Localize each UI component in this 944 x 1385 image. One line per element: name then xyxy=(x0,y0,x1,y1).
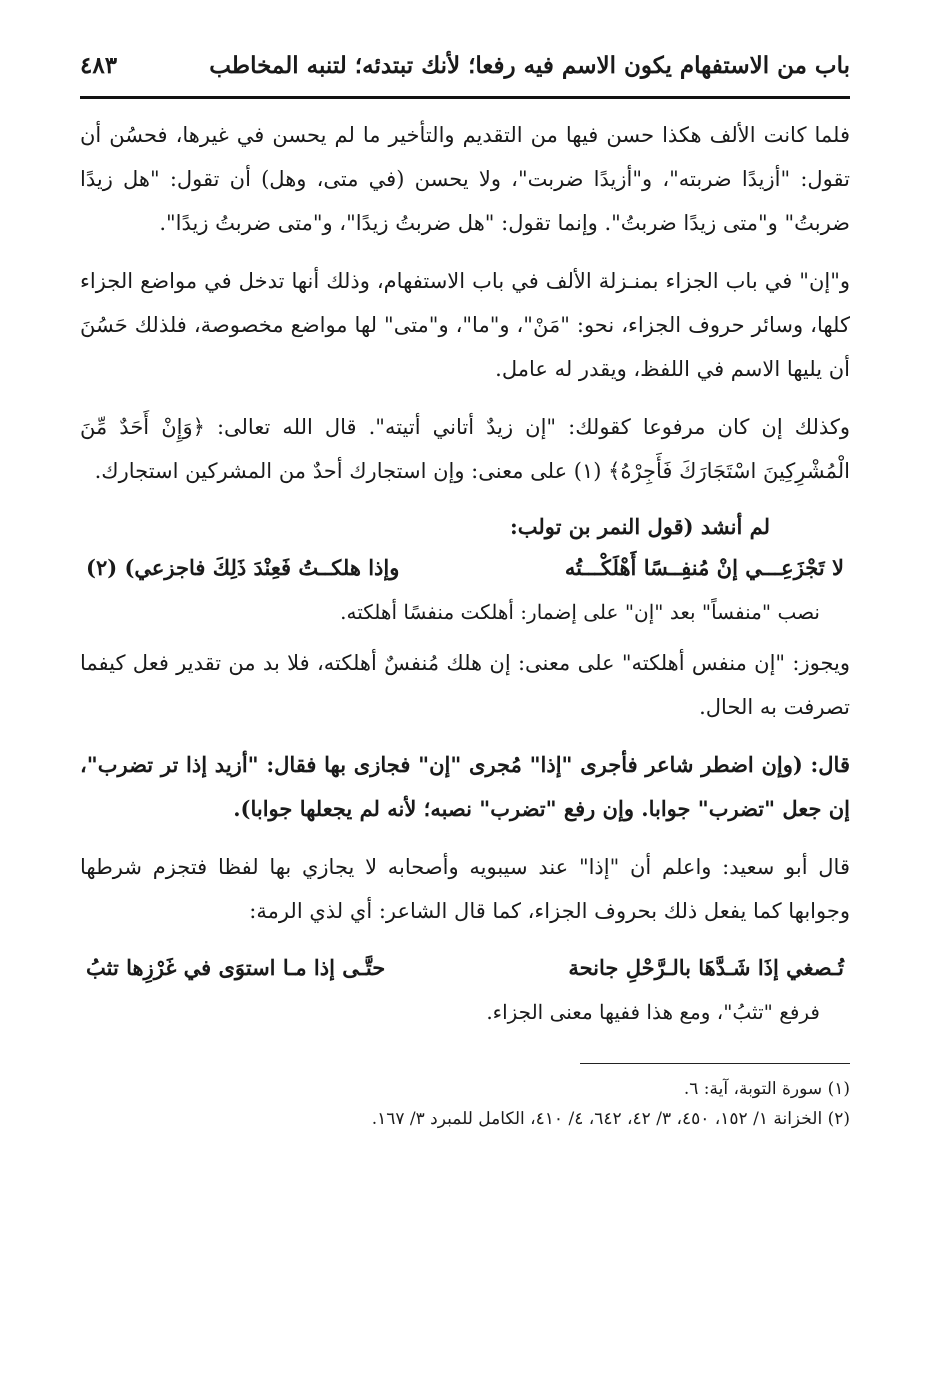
paragraph-6: قال: (وإن اضطر شاعر فأجرى "إذا" مُجرى "إن" فجازى بها فقال: "أزيد إذا تر تضرب"، إن جعل "تضرب" جوابا. وإن رفع "تضرب" نصبه؛ لأنه لم يجعلها جوابا). xyxy=(80,752,850,821)
verse-1-second-hemistich: وإذا هلكــتُ فَعِنْدَ ذَلِكَ فاجزعي) (٢) xyxy=(86,555,400,580)
paragraph-8: فرفع "تثبُ"، ومع هذا ففيها معنى الجزاء. xyxy=(486,1000,820,1024)
header-rule xyxy=(80,96,850,99)
verse-2 xyxy=(80,947,850,989)
page xyxy=(80,52,850,1134)
paragraph-5: ويجوز: "إن منفس أهلكته" على معنى: إن هلك مُنفسٌ أهلكته، فلا بد من تقدير فعل كيفما تصرفت به الحال. xyxy=(80,651,850,719)
paragraph-7: قال أبو سعيد: واعلم أن "إذا" عند سيبويه وأصحابه لا يجازي بها لفظا فتجزم شرطها وجوابها كما يفعل ذلك بحروف الجزاء، كما قال الشاعر: أي لذي الرمة: xyxy=(80,855,850,923)
verse-2-second-hemistich: حتَّـى إذا مـا استوَى في غَرْزِها تثبُ xyxy=(86,955,386,980)
verse-2-first-hemistich: تُـصغي إذَا شَـدَّهَا بالـرَّحْلِ جانحة xyxy=(568,955,844,980)
verse-1-first-hemistich: لا تَجْزَعِـــي إنْ مُنفِــسًا أَهْلَكْـــتُه xyxy=(564,555,844,580)
running-header xyxy=(80,52,850,92)
paragraph-2: و"إن" في باب الجزاء بمنـزلة الألف في باب الاستفهام، وذلك أنها تدخل في مواضع الجزاء كلها، وسائر حروف الجزاء، نحو: "مَنْ"، و"ما"، و"متى" لها مواضع مخصوصة، فلذلك حَسُنَ أن يليها الاسم في اللفظ، ويقدر له عامل. xyxy=(80,269,850,381)
footnote-rule xyxy=(580,1063,850,1064)
poem-intro: لم أنشد (قول النمر بن تولب: xyxy=(509,514,770,539)
footnote-2: (٢) الخزانة ١/ ١٥٢، ٤٥٠، ٣/ ٤٢، ٦٤٢، ٤/ ٤١٠، الكامل للمبرد ٣/ ١٦٧. xyxy=(371,1109,850,1129)
verse-1 xyxy=(80,547,850,589)
running-title: باب من الاستفهام يكون الاسم فيه رفعا؛ لأنك تبتدئه؛ لتنبه المخاطب xyxy=(209,52,850,79)
paragraph-4: نصب "منفساً" بعد "إن" على إضمار: أهلكت منفسًا أهلكته. xyxy=(340,600,820,624)
paragraph-1: فلما كانت الألف هكذا حسن فيها من التقديم والتأخير ما لم يحسن في غيرها، فحسُن أن تقول: "أزيدًا ضربته"، و"أزيدًا ضربت"، ولا يحسن (في متى، وهل) أن تقول: "هل زيدًا ضربتُ" و"متى زيدًا ضربتُ". وإنما تقول: "هل ضربتُ زيدًا"، و"متى ضربتُ زيدًا". xyxy=(80,123,850,235)
footnote-1: (١) سورة التوبة، آية: ٦. xyxy=(683,1079,850,1099)
page-number: ٤٨٣ xyxy=(80,52,118,79)
paragraph-3: وكذلك إن كان مرفوعا كقولك: "إن زيدٌ أتاني أتيته". قال الله تعالى: ﴿وَإِنْ أَحَدٌ مِّنَ الْمُشْرِكِينَ اسْتَجَارَكَ فَأَجِرْهُ﴾ (١) على معنى: وإن استجارك أحدٌ من المشركين استجارك. xyxy=(80,415,850,483)
